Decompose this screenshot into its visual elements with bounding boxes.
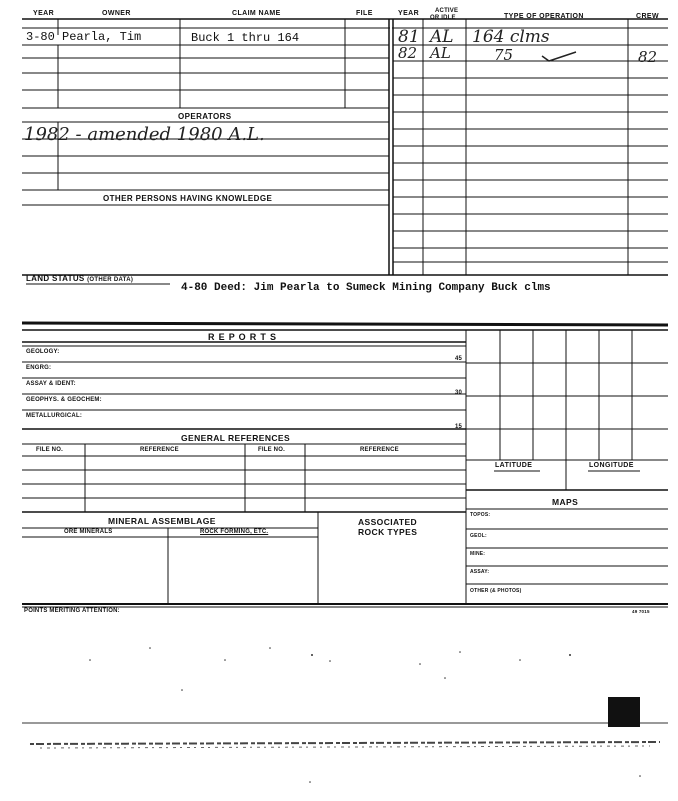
ops-entry-1-status: AL [430,27,454,47]
maps-mine: MINE: [470,551,486,557]
report-metallurgical-label: METALLURGICAL: [26,413,83,419]
report-geology-label: GEOLOGY: [26,349,60,355]
reports-title: R E P O R T S [208,332,277,342]
associated-label: ASSOCIATED [358,517,418,527]
general-references-title: GENERAL REFERENCES [181,433,291,443]
col-claim-name-header: CLAIM NAME [232,10,281,17]
land-status-label [26,274,133,283]
ore-minerals-header: ORE MINERALS [64,529,113,535]
maps-other: OTHER (& PHOTOS) [470,588,522,594]
maps-geol: GEOL: [470,533,487,539]
check-mark-icon [540,50,580,64]
ref-col-reference-2: REFERENCE [360,447,399,453]
ops-entry-1-type: 164 clms [472,27,550,47]
land-status-sublabel: (OTHER DATA) [87,277,134,283]
col-file-header: FILE [356,10,373,17]
maps-title: MAPS [552,497,579,507]
latitude-label: LATITUDE [495,462,533,469]
other-persons-title: OTHER PERSONS HAVING KNOWLEDGE [103,194,273,203]
operators-entry: 1982 - amended 1980 A.L. [24,124,265,145]
ops-entry-2-crew: 82 [638,48,658,66]
form-number: 49 7015 [632,609,650,614]
ops-entry-2-year: 82 [398,44,418,62]
ops-entry-2-type: 75 [494,46,514,64]
mineral-assemblage-title: MINERAL ASSEMBLAGE [108,516,216,526]
rock-types-label: ROCK TYPES [358,527,418,537]
ops-col-type-header: TYPE OF OPERATION [504,13,584,20]
operators-title: OPERATORS [178,112,232,121]
claim-row-claim-name: Buck 1 thru 164 [191,31,300,45]
ops-entry-1-year: 81 [398,27,420,47]
col-owner-header: OWNER [102,10,131,17]
longitude-label: LONGITUDE [589,462,634,469]
ops-col-year-header: YEAR [398,10,420,17]
maps-assay: ASSAY: [470,569,490,575]
ops-entry-2-status: AL [430,44,451,62]
report-assay-num: 30 [455,390,463,396]
ops-col-idle-header: OR IDLE [430,15,456,21]
report-metallurgical-num: 15 [455,424,463,430]
land-status-title: LAND STATUS [26,274,85,283]
claim-row-year-owner: 3-80 Pearla, Tim [26,30,142,44]
land-status-value: 4-80 Deed: Jim Pearla to Sumeck Mining Company Buck clms [181,282,551,294]
report-geophys-label: GEOPHYS. & GEOCHEM: [26,397,102,403]
report-engrg-label: ENGRG: [26,365,52,371]
ref-col-reference-1: REFERENCE [140,447,179,453]
ops-col-crew-header: CREW [636,13,659,20]
report-assay-label: ASSAY & IDENT: [26,381,76,387]
report-geology-num: 45 [455,356,463,362]
col-year-header: YEAR [33,10,55,17]
ref-col-file-no-2: FILE NO. [258,447,285,453]
ops-col-active-header: ACTIVE [435,8,459,14]
points-meriting-attention-label: POINTS MERITING ATTENTION: [24,608,120,614]
maps-topos: TOPOS: [470,512,491,518]
rock-forming-header: ROCK FORMING, ETC. [200,529,269,535]
ref-col-file-no-1: FILE NO. [36,447,63,453]
